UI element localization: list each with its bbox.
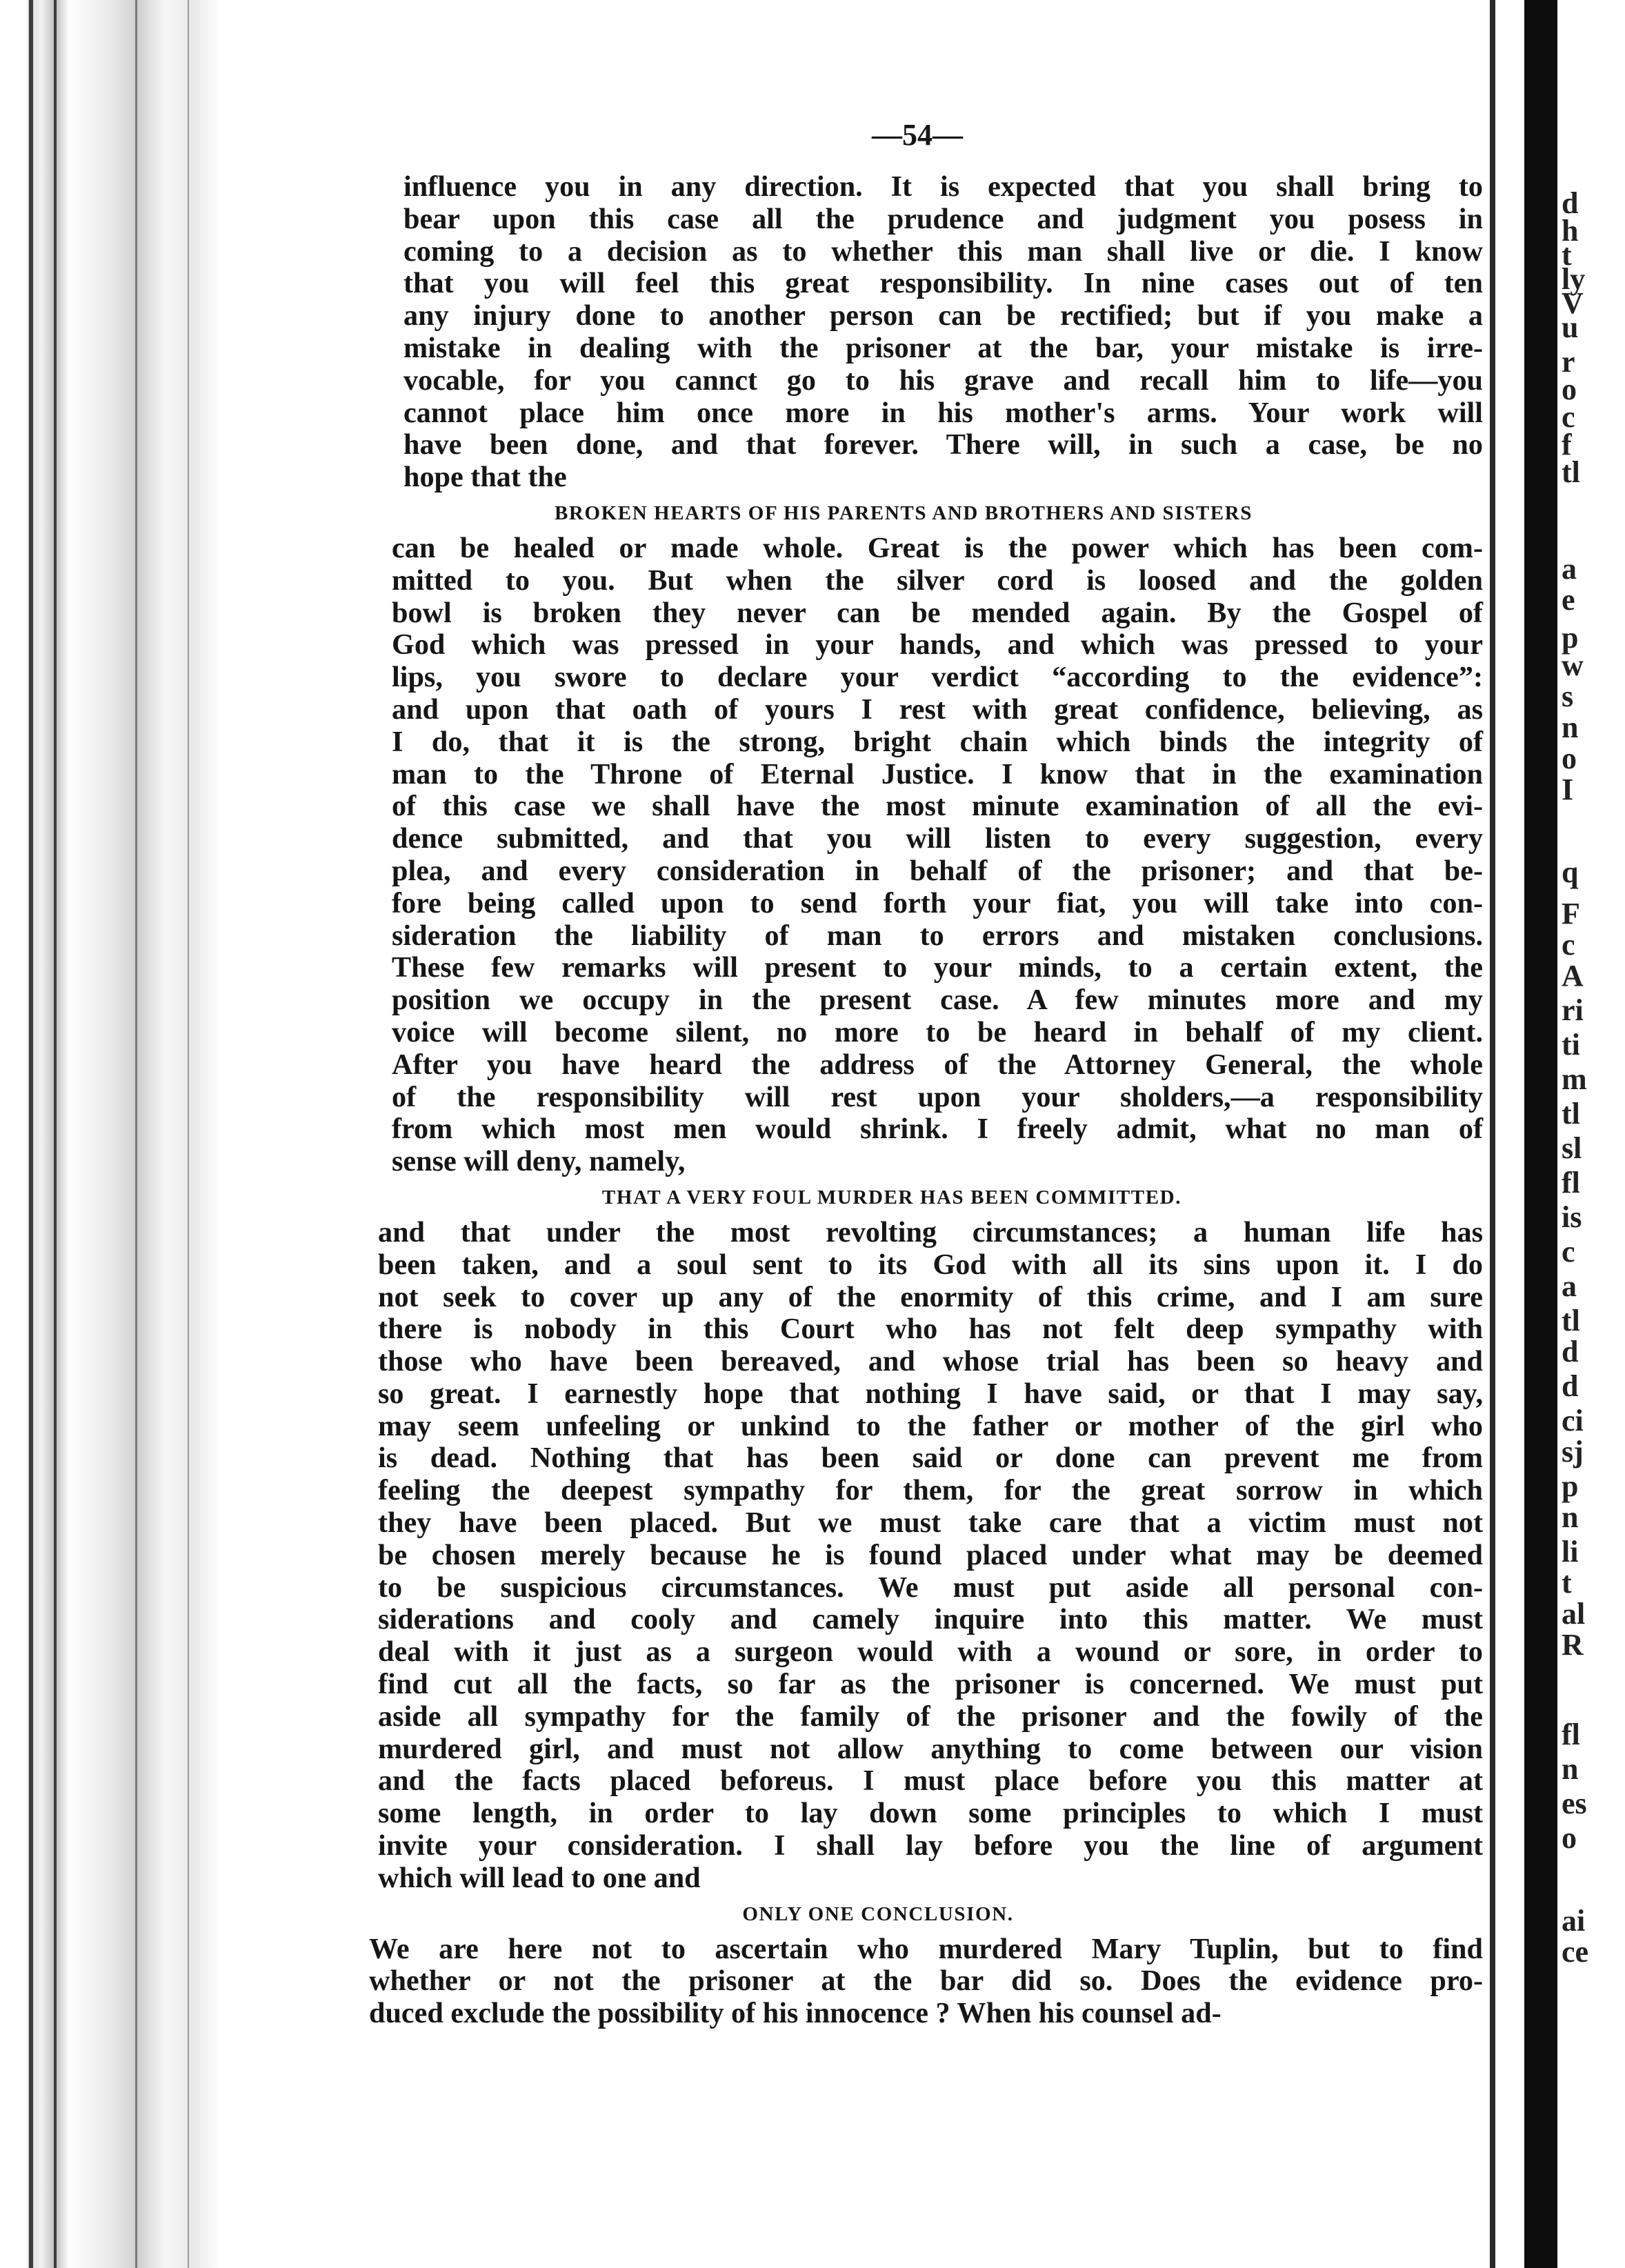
text-line: that you will feel this great responsibility. In nine cases out of ten <box>403 267 1483 300</box>
text-line: After you have heard the address of the Attorney General, the whole <box>392 1048 1483 1081</box>
text-line: been taken, and a soul sent to its God with all its sins upon it. I do <box>378 1248 1483 1281</box>
facing-page-letters: a <box>1562 1269 1577 1303</box>
facing-page-letters: q <box>1562 855 1579 889</box>
facing-page-letters: d <box>1562 1369 1579 1403</box>
facing-page-letters: e <box>1562 583 1575 617</box>
facing-page-letters: t <box>1562 238 1572 272</box>
facing-page-letters: m <box>1562 1062 1587 1096</box>
text-line: dence submitted, and that you will listen to every suggestion, every <box>392 822 1483 855</box>
facing-page-letters: w <box>1562 648 1584 682</box>
facing-page-letters: li <box>1562 1535 1579 1569</box>
facing-page-letters: tl <box>1562 1097 1580 1131</box>
facing-page-letters: tl <box>1562 1304 1580 1337</box>
facing-page-letters: a <box>1562 552 1577 586</box>
text-line: sense will deny, namely, <box>392 1145 686 1178</box>
paragraph <box>369 1933 1483 2030</box>
text-line: siderations and cooly and camely inquire into this matter. We must <box>378 1603 1483 1636</box>
text-line: bear upon this case all the prudence and judgment you posess in <box>403 202 1483 235</box>
text-line: deal with it just as a surgeon would with a wound or sore, in order to <box>378 1635 1483 1669</box>
page-number: —54— <box>872 118 963 152</box>
text-line: coming to a decision as to whether this man shall live or die. I know <box>403 235 1483 268</box>
facing-page-letters: is <box>1562 1200 1582 1234</box>
text-line: there is nobody in this Court who has not felt deep sympathy with <box>378 1313 1483 1346</box>
text-line: vocable, for you cannct go to his grave and recall him to life—you <box>403 364 1483 397</box>
text-line: cannot place him once more in his mother's arms. Your work will <box>403 396 1483 429</box>
facing-page-letters: ai <box>1562 1904 1586 1938</box>
facing-page-fragment <box>1557 0 1625 2268</box>
text-line: of this case we shall have the most minute examination of all the evi- <box>392 790 1483 823</box>
facing-page-letters: p <box>1562 1469 1579 1503</box>
text-line: position we occupy in the present case. A few minutes more and my <box>392 984 1483 1017</box>
text-line: can be healed or made whole. Great is the power which has been com- <box>392 531 1483 564</box>
text-line: I do, that it is the strong, bright chain which binds the integrity of <box>392 725 1483 758</box>
text-line: any injury done to another person can be rectified; but if you make a <box>403 299 1483 332</box>
facing-page-letters: f <box>1562 428 1572 461</box>
facing-page-letters: al <box>1562 1597 1586 1631</box>
facing-page-letters: o <box>1562 742 1577 775</box>
text-line: mistake in dealing with the prisoner at the bar, your mistake is irre- <box>403 331 1483 364</box>
text-line: of the responsibility will rest upon your sholders,—a responsibility <box>392 1080 1483 1113</box>
text-line: whether or not the prisoner at the bar did so. Does the evidence pro- <box>369 1964 1483 1998</box>
text-line: to be suspicious circumstances. We must put aside all personal con- <box>378 1571 1483 1604</box>
facing-page-letters: ri <box>1562 993 1584 1027</box>
page-gutter-line <box>1490 0 1495 2268</box>
facing-page-letters: ci <box>1562 1404 1584 1438</box>
section-heading: BROKEN HEARTS OF HIS PARENTS AND BROTHERS AND SISTERS <box>554 501 1253 524</box>
paragraph <box>392 533 1483 1178</box>
facing-page-letters: o <box>1562 1821 1577 1855</box>
facing-page-letters: n <box>1562 1752 1579 1786</box>
facing-page-letters: sj <box>1562 1435 1584 1469</box>
text-line: they have been placed. But we must take care that a victim must not <box>378 1506 1483 1540</box>
text-line: have been done, and that forever. There will, in such a case, be no <box>403 428 1483 461</box>
text-line: duced exclude the possibility of his innocence ? When his counsel ad- <box>369 1997 1222 2030</box>
text-line: These few remarks will present to your minds, to a certain extent, the <box>392 951 1483 984</box>
text-line: from which most men would shrink. I freely admit, what no man of <box>392 1113 1483 1146</box>
text-line: not seek to cover up any of the enormity of this crime, and I am sure <box>378 1280 1483 1313</box>
facing-page-letters: I <box>1562 773 1574 806</box>
text-line: influence you in any direction. It is expected that you shall bring to <box>403 170 1483 203</box>
text-line: be chosen merely because he is found placed under what may be deemed <box>378 1538 1483 1571</box>
text-line: God which was pressed in your hands, and which was pressed to your <box>392 628 1483 662</box>
facing-page-letters: V <box>1562 286 1584 320</box>
section-heading: THAT A VERY FOUL MURDER HAS BEEN COMMITTED. <box>601 1186 1182 1208</box>
text-line: some length, in order to lay down some principles to which I must <box>378 1797 1483 1830</box>
facing-page-letters: h <box>1562 214 1579 248</box>
text-line: murdered girl, and must not allow anything to come between our vision <box>378 1732 1483 1765</box>
facing-page-letters: es <box>1562 1787 1587 1820</box>
facing-page-letters: ly <box>1562 262 1586 296</box>
text-line: hope that the <box>403 461 567 494</box>
facing-page-letters: c <box>1562 400 1575 434</box>
text-line: sideration the liability of man to errors and mistaken conclusions. <box>392 919 1483 952</box>
text-line: invite your consideration. I shall lay before you the line of argument <box>378 1829 1483 1862</box>
facing-page-letters: u <box>1562 310 1579 344</box>
text-line: find cut all the facts, so far as the prisoner is concerned. We must put <box>378 1668 1483 1701</box>
text-line: and that under the most revolting circumstances; a human life has <box>378 1215 1483 1249</box>
text-line: may seem unfeeling or unkind to the father or mother of the girl who <box>378 1409 1483 1442</box>
facing-page-letters: R <box>1562 1628 1584 1662</box>
page-gutter <box>1524 0 1557 2268</box>
text-line: lips, you swore to declare your verdict “according to the evidence”: <box>392 661 1483 694</box>
facing-page-letters: p <box>1562 621 1579 655</box>
facing-page-letters: A <box>1562 959 1584 993</box>
facing-page-letters: tl <box>1562 455 1580 489</box>
text-line: fore being called upon to send forth your fiat, you will take into con- <box>392 886 1483 919</box>
text-line: and the facts placed beforeus. I must place before you this matter at <box>378 1764 1483 1798</box>
section-heading: ONLY ONE CONCLUSION. <box>742 1902 1014 1925</box>
facing-page-letters: n <box>1562 1500 1579 1534</box>
text-line: is dead. Nothing that has been said or done can prevent me from <box>378 1442 1483 1475</box>
paragraph <box>403 171 1483 494</box>
facing-page-letters: o <box>1562 372 1577 406</box>
text-line: mitted to you. But when the silver cord is loosed and the golden <box>392 564 1483 597</box>
text-line: so great. I earnestly hope that nothing I have said, or that I may say, <box>378 1377 1483 1410</box>
facing-page-letters: ce <box>1562 1935 1589 1969</box>
facing-page-letters: fl <box>1562 1166 1580 1200</box>
text-line: which will lead to one and <box>378 1861 701 1894</box>
text-line: We are here not to ascertain who murdered Mary Tuplin, but to find <box>369 1932 1483 1965</box>
text-line: man to the Throne of Eternal Justice. I know that in the examination <box>392 757 1483 790</box>
text-line: voice will become silent, no more to be heard in behalf of my client. <box>392 1015 1483 1048</box>
text-line: plea, and every consideration in behalf of the prisoner; and that be- <box>392 854 1483 887</box>
facing-page-letters: d <box>1562 1335 1579 1369</box>
text-line: feeling the deepest sympathy for them, for the great sorrow in which <box>378 1474 1483 1507</box>
facing-page-letters: n <box>1562 710 1579 744</box>
text-line: aside all sympathy for the family of the prisoner and the fowily of the <box>378 1700 1483 1733</box>
paragraph <box>378 1217 1483 1895</box>
facing-page-letters: ti <box>1562 1028 1580 1062</box>
facing-page-letters: c <box>1562 1235 1575 1269</box>
facing-page-letters: F <box>1562 897 1580 931</box>
text-line: bowl is broken they never can be mended again. By the Gospel of <box>392 596 1483 629</box>
text-line: those who have been bereaved, and whose trial has been so heavy and <box>378 1345 1483 1378</box>
facing-page-letters: t <box>1562 1566 1572 1600</box>
text-line: and upon that oath of yours I rest with great confidence, believing, as <box>392 693 1483 726</box>
facing-page-letters: s <box>1562 679 1574 713</box>
page-body <box>0 171 1483 2030</box>
facing-page-letters: sl <box>1562 1131 1582 1165</box>
facing-page-letters: c <box>1562 928 1575 962</box>
facing-page-letters: d <box>1562 186 1579 220</box>
facing-page-letters: r <box>1562 345 1575 379</box>
facing-page-letters: fl <box>1562 1718 1580 1751</box>
